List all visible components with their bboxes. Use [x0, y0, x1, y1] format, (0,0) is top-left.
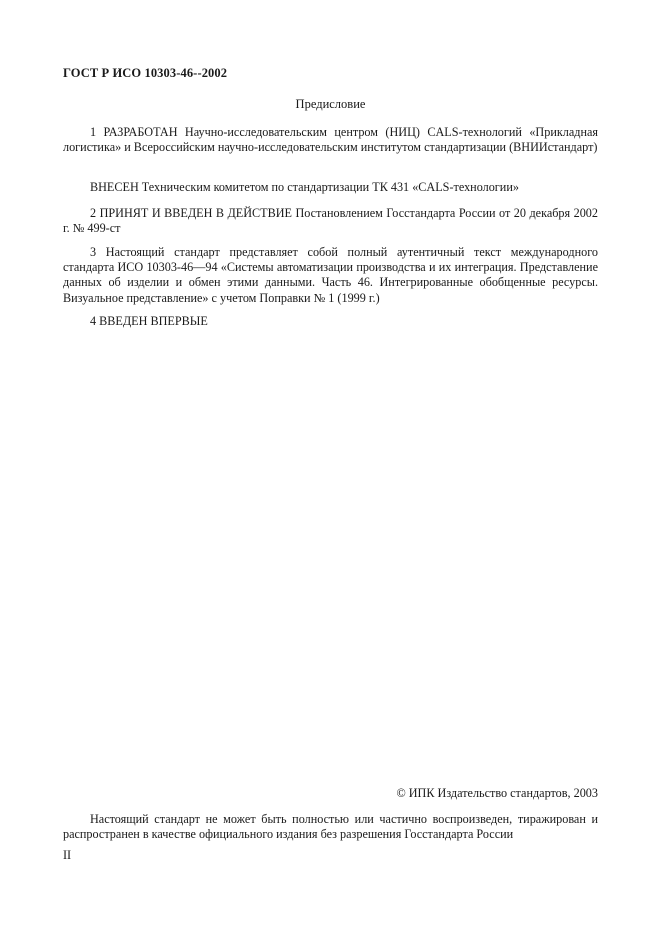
- page-title: Предисловие: [295, 97, 366, 111]
- paragraph-authentic-text: 3 Настоящий стандарт представляет собой полный аутентичный текст международного стандарта ИСО 10303-46—94 «Системы автоматизации производства и их интеграция. Представление данных об изделии и обмен этими данными. Часть 46. Интегрированные обобщенные ресурсы. Визуальное представление» с учетом Поправки № 1 (1999 г.): [63, 245, 598, 305]
- paragraph-adopted: 2 ПРИНЯТ И ВВЕДЕН В ДЕЙСТВИЕ Постановлением Госстандарта России от 20 декабря 2002 г. № 499-ст: [63, 206, 598, 236]
- page-number: II: [63, 848, 72, 862]
- reproduction-notice: Настоящий стандарт не может быть полностью или частично воспроизведен, тиражирован и распространен в качестве официального издания без разрешения Госстандарта России: [63, 812, 598, 842]
- copyright-line: © ИПК Издательство стандартов, 2003: [396, 786, 598, 800]
- standard-designation: ГОСТ Р ИСО 10303-46--2002: [63, 66, 228, 80]
- paragraph-introduced-by: ВНЕСЕН Техническим комитетом по стандартизации ТК 431 «CALS-технологии»: [90, 180, 519, 194]
- paragraph-developed-by: 1 РАЗРАБОТАН Научно-исследовательским центром (НИЦ) CALS-технологий «Прикладная логистика» и Всероссийским научно-исследовательским институтом стандартизации (ВНИИстандарт): [63, 125, 598, 155]
- paragraph-first-introduced: 4 ВВЕДЕН ВПЕРВЫЕ: [90, 314, 208, 328]
